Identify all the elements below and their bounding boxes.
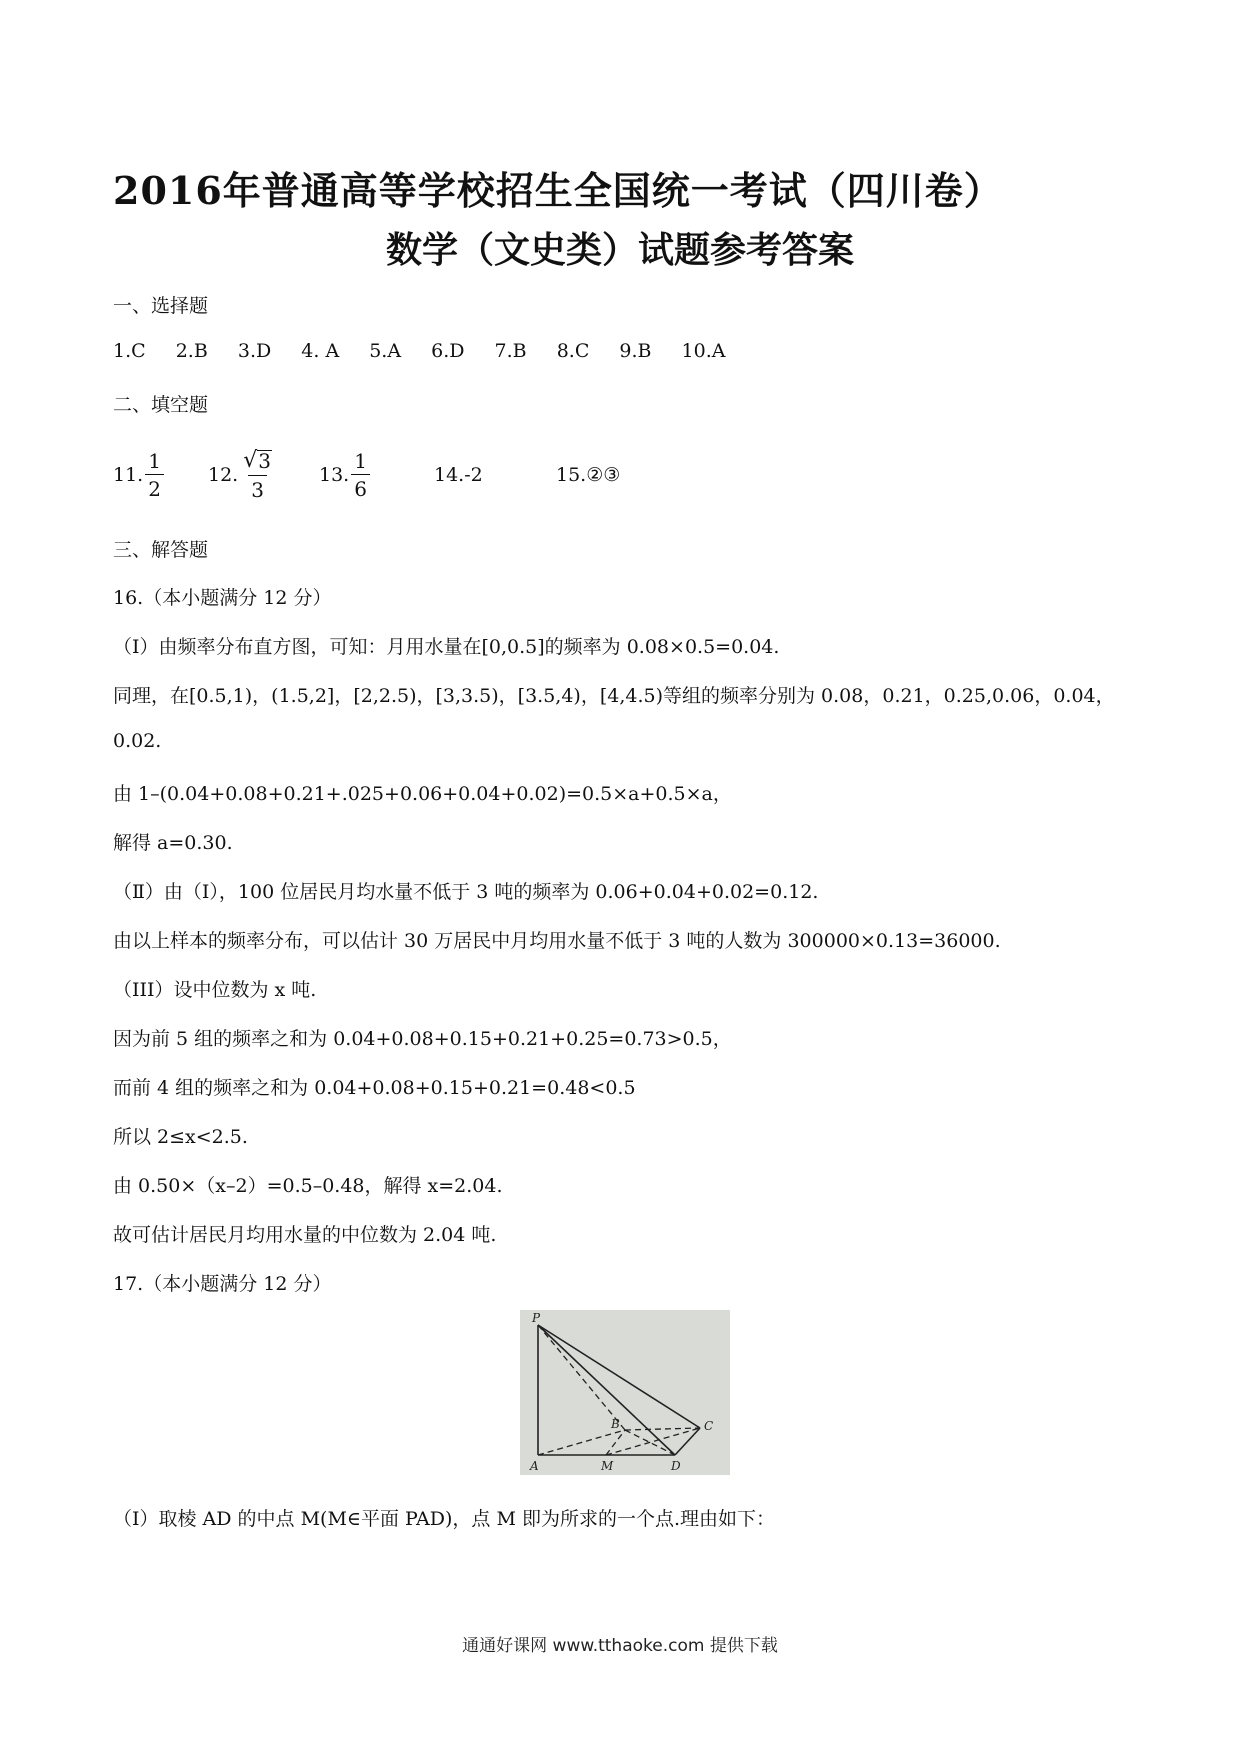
q16-line: （Ⅱ）由（Ⅰ），100 位居民月均水量不低于 3 吨的频率为 0.06+0.04+0.02=0.12. — [113, 881, 819, 903]
fill-answer-15: 15.②③ — [556, 464, 621, 486]
q16-line: 解得 a=0.30. — [113, 832, 233, 854]
choice-answer: 10.A — [681, 340, 726, 362]
choice-answer: 9.B — [619, 340, 652, 362]
pyramid-diagram — [520, 1310, 730, 1475]
fraction: $\frac{1}{6}$ — [351, 451, 370, 499]
section-heading-choice: 一、选择题 — [113, 295, 209, 317]
fraction: √ 3 3 — [243, 448, 271, 502]
edge-mb — [606, 1430, 625, 1455]
choice-answer: 3.D — [237, 340, 272, 362]
q16-line: （III）设中位数为 x 吨. — [113, 979, 317, 1001]
vertex-label-m: M — [601, 1459, 614, 1473]
q16-line: （Ⅰ）由频率分布直方图，可知：月用水量在[0,0.5]的频率为 0.08×0.5=0.04. — [113, 636, 780, 658]
choice-answer: 5.A — [369, 340, 402, 362]
edge-pc — [538, 1325, 700, 1428]
q16-line: 由以上样本的频率分布，可以估计 30 万居民中月均用水量不低于 3 吨的人数为 300000×0.13=36000. — [113, 930, 1001, 952]
fill-answer-14: 14.-2 — [434, 464, 483, 486]
fill-answers — [113, 440, 813, 510]
fraction: $\frac{1}{2}$ — [145, 451, 164, 499]
q16-line: 所以 2≤x<2.5. — [113, 1126, 248, 1148]
q16-line: 由 1–(0.04+0.08+0.21+.025+0.06+0.04+0.02)=0.5×a+0.5×a， — [113, 783, 732, 805]
footer-watermark: 通通好课网 www.tthaoke.com 提供下载 — [462, 1636, 778, 1656]
pyramid-figure — [520, 1310, 730, 1475]
section-heading-fill: 二、填空题 — [113, 394, 209, 416]
question-16-header: 16.（本小题满分 12 分） — [113, 587, 332, 609]
fill-answer-13: 13. $\frac{1}{6}$ — [319, 440, 370, 510]
choice-answer: 2.B — [175, 340, 208, 362]
fill-answer-12: 12. √ 3 3 — [208, 440, 275, 510]
vertex-label-d: D — [671, 1459, 681, 1473]
sqrt-symbol: √ 3 — [243, 448, 271, 473]
q16-line: 故可估计居民月均用水量的中位数为 2.04 吨. — [113, 1224, 497, 1246]
vertex-label-a: A — [530, 1459, 539, 1473]
vertex-label-p: P — [532, 1311, 541, 1325]
edge-pb — [538, 1325, 625, 1430]
edge-bc — [625, 1428, 700, 1430]
fill-answer-11: 11. $\frac{1}{2}$ — [113, 440, 164, 510]
q16-line: 而前 4 组的频率之和为 0.04+0.08+0.15+0.21=0.48<0.5 — [113, 1077, 636, 1099]
document-subtitle: 数学（文史类）试题参考答案 — [385, 229, 854, 271]
document-title: 2016年普通高等学校招生全国统一考试（四川卷） — [113, 168, 1003, 213]
vertex-label-c: C — [704, 1419, 714, 1433]
vertex-label-b: B — [611, 1417, 620, 1431]
choice-answer: 6.D — [431, 340, 465, 362]
q16-line: 由 0.50×（x–2）=0.5–0.48，解得 x=2.04. — [113, 1175, 503, 1197]
question-17-header: 17.（本小题满分 12 分） — [113, 1273, 332, 1295]
q16-line: 0.02. — [113, 730, 162, 752]
choice-answer: 1.C — [113, 340, 146, 362]
section-heading-solution: 三、解答题 — [113, 539, 209, 561]
choice-answer: 7.B — [494, 340, 527, 362]
q16-line: 同理，在[0.5,1)，(1.5,2]，[2,2.5)，[3,3.5)，[3.5,4)，[4,4.5)等组的频率分别为 0.08，0.21，0.25,0.06，0.04， — [113, 685, 1115, 707]
choice-answer: 8.C — [556, 340, 590, 362]
choice-answers — [113, 340, 749, 362]
edge-ab — [538, 1430, 625, 1455]
choice-answer: 4. A — [301, 340, 340, 362]
q16-line: 因为前 5 组的频率之和为 0.04+0.08+0.15+0.21+0.25=0.73>0.5， — [113, 1028, 732, 1050]
q17-line: （I）取棱 AD 的中点 M(M∈平面 PAD)，点 M 即为所求的一个点.理由如下： — [113, 1508, 775, 1530]
